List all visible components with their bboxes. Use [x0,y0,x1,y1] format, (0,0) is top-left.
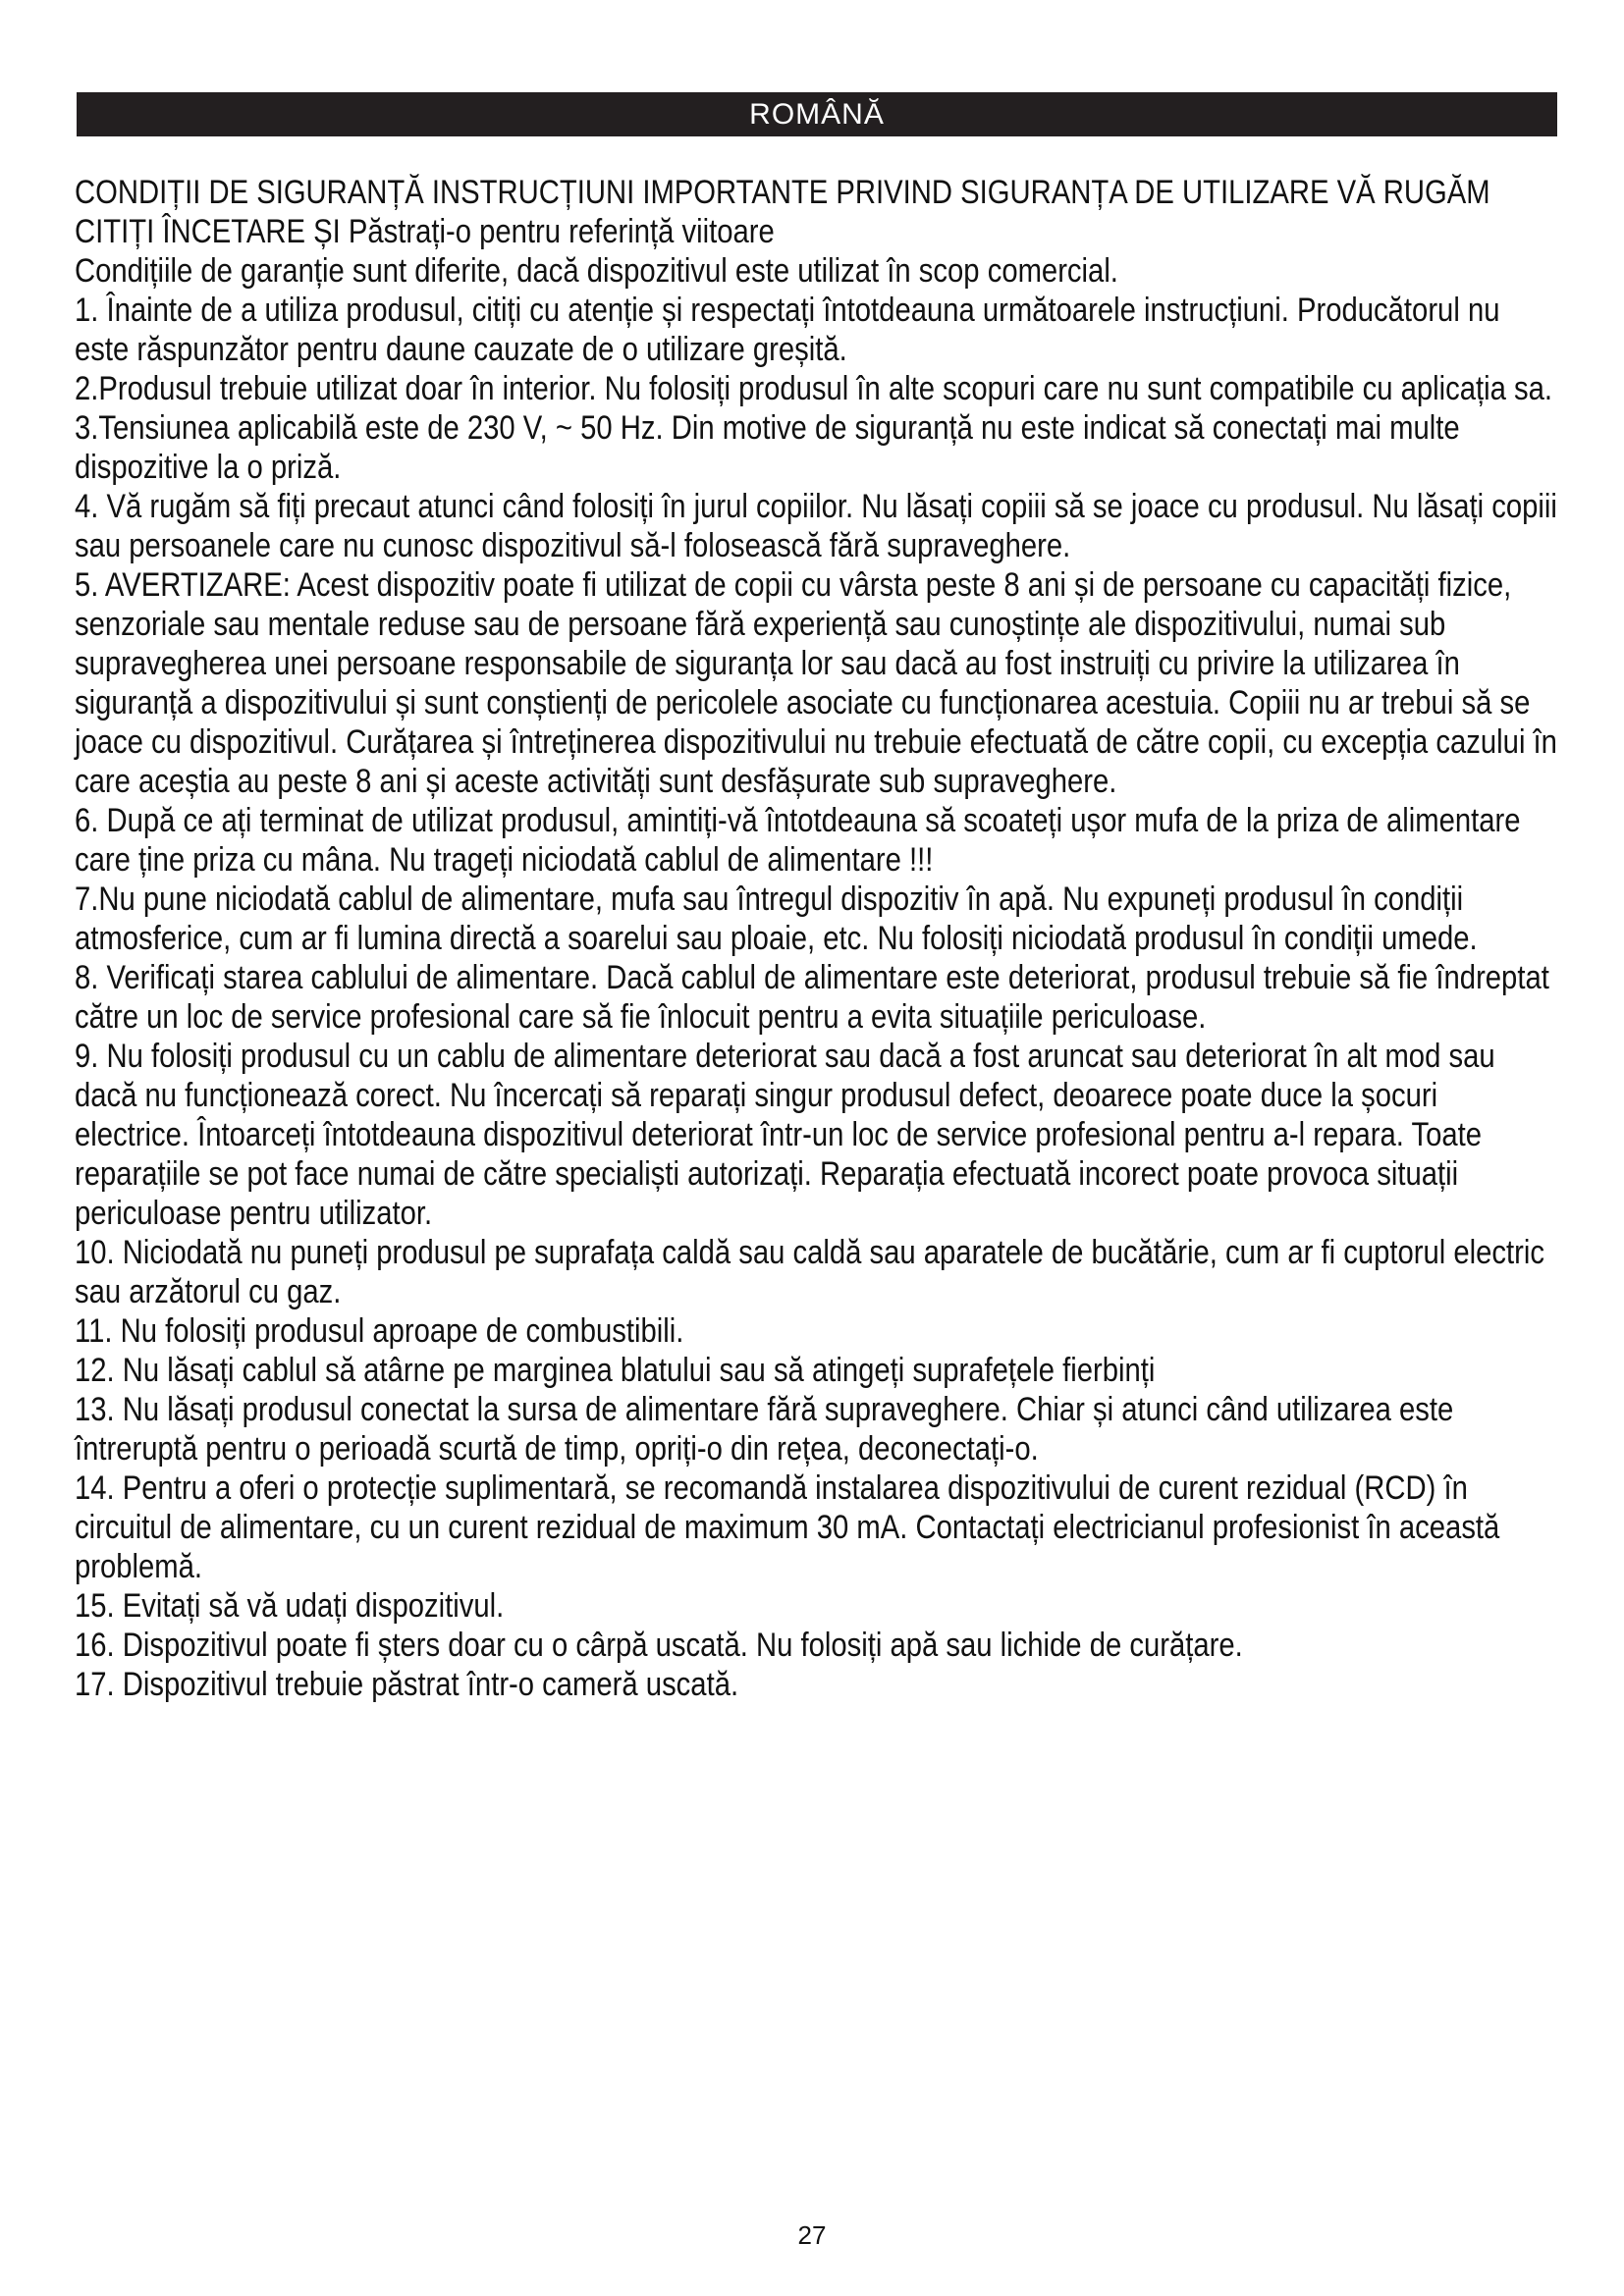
intro-title: CONDIȚII DE SIGURANȚĂ INSTRUCȚIUNI IMPORTANTE PRIVIND SIGURANȚA DE UTILIZARE VĂ RUGĂM CITIȚI ÎNCETARE ȘI Păstrați-o pentru referință viitoare [75,174,1490,250]
page-number: 27 [797,2220,827,2250]
instruction-item-15: 15. Evitați să vă udați dispozitivul. [75,1587,505,1625]
instruction-item-3: 3.Tensiunea aplicabilă este de 230 V, ~ 50 Hz. Din motive de siguranță nu este indicat să conectați mai multe dispozitive la o priză. [75,409,1460,486]
instruction-item-10: 10. Niciodată nu puneți produsul pe suprafața caldă sau caldă sau aparatele de bucătărie, cum ar fi cuptorul electric sau arzătorul cu gaz. [75,1234,1545,1310]
instruction-item-8: 8. Verificați starea cablului de alimentare. Dacă cablul de alimentare este deteriorat, produsul trebuie să fie îndreptat către un loc de service profesional care să fie înlocuit pentru a evita situațiile periculoase. [75,959,1549,1036]
instruction-item-2: 2.Produsul trebuie utilizat doar în interior. Nu folosiți produsul în alte scopuri care nu sunt compatibile cu aplicația sa. [75,370,1553,407]
instruction-item-5: 5. AVERTIZARE: Acest dispozitiv poate fi utilizat de copii cu vârsta peste 8 ani și de persoane cu capacități fizice, senzoriale sau mentale reduse sau de persoane fără experiență sau cunoștințe ale dispozitivului, numai sub supravegherea unei persoane responsabile de siguranța lor sau dacă au fost instruiți cu privire la utilizarea în siguranță a dispozitivului și sunt conștienți de pericolele asociate cu funcționarea acestuia. Copiii nu ar trebui să se joace cu dispozitivul. Curățarea și întreținerea dispozitivului nu trebuie efectuată de către copii, cu excepția cazului în care aceștia au peste 8 ani și aceste activități sunt desfășurate sub supraveghere. [75,566,1557,800]
safety-instructions [75,173,1559,1704]
instruction-item-7: 7.Nu pune niciodată cablul de alimentare, mufa sau întregul dispozitiv în apă. Nu expuneți produsul în condiții atmosferice, cum ar fi lumina directă a soarelui sau ploaie, etc. Nu folosiți niciodată produsul în condiții umede. [75,881,1478,957]
instruction-item-9: 9. Nu folosiți produsul cu un cablu de alimentare deteriorat sau dacă a fost aruncat sau deteriorat în alt mod sau dacă nu funcționează corect. Nu încercați să reparați singur produsul defect, deoarece poate duce la șocuri electrice. Întoarceți întotdeauna dispozitivul deteriorat într-un loc de service profesional pentru a-l repara. Toate reparațiile se pot face numai de către specialiști autorizați. Reparația efectuată incorect poate provoca situații periculoase pentru utilizator. [75,1038,1495,1232]
instruction-item-17: 17. Dispozitivul trebuie păstrat într-o cameră uscată. [75,1666,739,1703]
instruction-item-14: 14. Pentru a oferi o protecție suplimentară, se recomandă instalarea dispozitivului de curent rezidual (RCD) în circuitul de alimentare, cu un curent rezidual de maximum 30 mA. Contactați electricianul profesionist în această problemă. [75,1469,1500,1585]
instruction-item-1: 1. Înainte de a utiliza produsul, citiți cu atenție și respectați întotdeauna următoarele instrucțiuni. Producătorul nu este răspunzător pentru daune cauzate de o utilizare greșită. [75,292,1500,368]
language-title: ROMÂNĂ [749,98,885,131]
instruction-item-11: 11. Nu folosiți produsul aproape de combustibili. [75,1312,684,1350]
warranty-note: Condițiile de garanție sunt diferite, dacă dispozitivul este utilizat în scop comercial. [75,252,1118,290]
instruction-item-12: 12. Nu lăsați cablul să atârne pe marginea blatului sau să atingeți suprafețele fierbinți [75,1352,1156,1389]
instruction-item-16: 16. Dispozitivul poate fi șters doar cu o cârpă uscată. Nu folosiți apă sau lichide de curățare. [75,1627,1243,1664]
instruction-item-13: 13. Nu lăsați produsul conectat la sursa de alimentare fără supraveghere. Chiar și atunci când utilizarea este întreruptă pentru o perioadă scurtă de timp, opriți-o din rețea, deconectați-o. [75,1391,1454,1468]
instruction-item-6: 6. După ce ați terminat de utilizat produsul, amintiți-vă întotdeauna să scoateți ușor mufa de la priza de alimentare care ține priza cu mâna. Nu trageți niciodată cablul de alimentare !!! [75,802,1521,879]
language-header-bar [77,92,1557,136]
instruction-item-4: 4. Vă rugăm să fiți precaut atunci când folosiți în jurul copiilor. Nu lăsați copiii să se joace cu produsul. Nu lăsați copiii sau persoanele care nu cunosc dispozitivul să-l folosească fără supraveghere. [75,488,1557,564]
